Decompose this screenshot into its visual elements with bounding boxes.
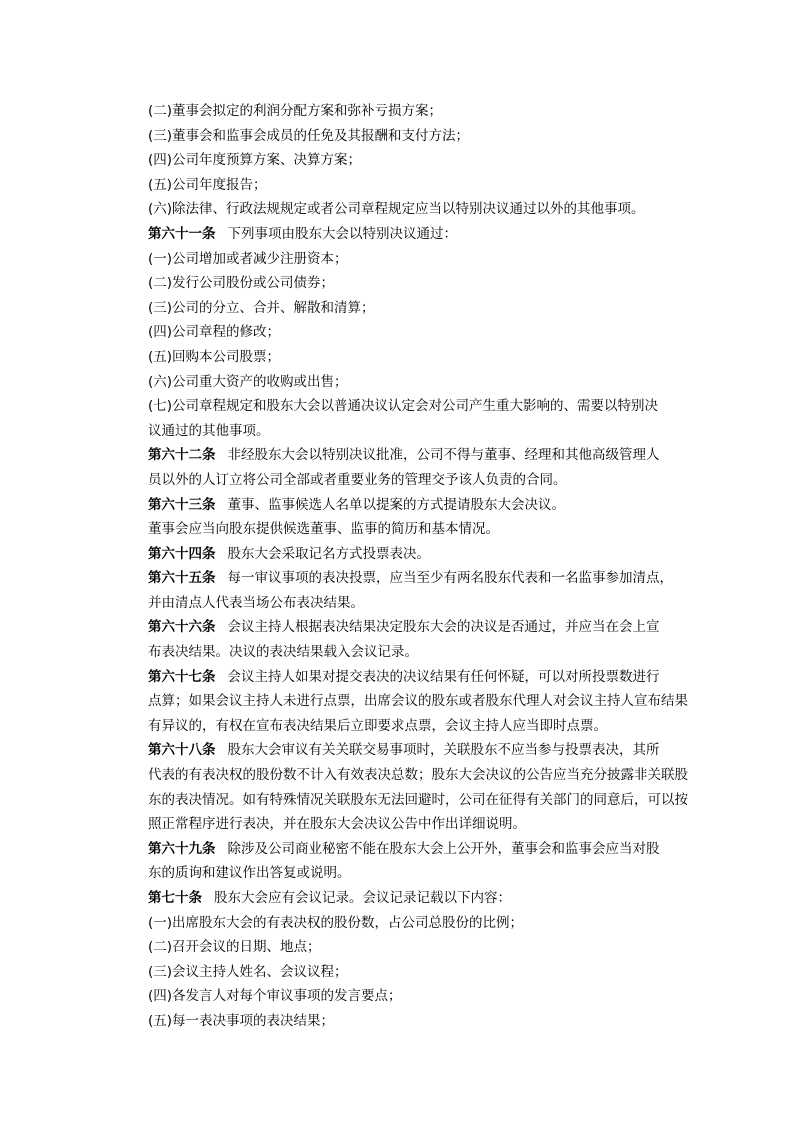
article-title: 第六十七条 <box>148 668 216 685</box>
article-title: 第六十九条 <box>148 840 216 857</box>
list-item <box>148 370 678 395</box>
article-line <box>148 542 678 567</box>
line-text: 员以外的人订立将公司全部或者重要业务的管理交予该人负责的合同。 <box>148 471 567 488</box>
line-text: (四)各发言人对每个审议事项的发言要点； <box>148 988 402 1005</box>
line-text: 点算；如果会议主持人未进行点票，出席会议的股东或者股东代理人对会议主持人宣布结果 <box>148 693 688 710</box>
line-text: (四)公司章程的修改； <box>148 324 281 341</box>
paragraph-line <box>148 689 688 714</box>
article-line <box>148 665 678 690</box>
list-item <box>148 247 678 272</box>
list-item <box>148 320 678 345</box>
paragraph-line <box>148 591 678 616</box>
line-text: (二)发行公司股份或公司债券； <box>148 275 335 292</box>
line-text: (一)出席股东大会的有表决权的股份数，占公司总股份的比例； <box>148 914 524 931</box>
list-item <box>148 960 678 985</box>
paragraph-line <box>148 812 678 837</box>
line-text: (五)每一表决事项的表决结果； <box>148 1012 335 1029</box>
line-text: 有异议的，有权在宣布表决结果后立即要求点票，会议主持人应当即时点票。 <box>148 717 607 734</box>
line-text: 会议主持人如果对提交表决的决议结果有任何怀疑，可以对所投票数进行 <box>227 668 660 685</box>
line-text: 非经股东大会以特别决议批准，公司不得与董事、经理和其他高级管理人 <box>227 447 660 464</box>
article-title: 第六十八条 <box>148 742 216 759</box>
article-line <box>148 738 678 763</box>
line-text: 东的表决情况。如有特殊情况关联股东无法回避时，公司在征得有关部门的同意后，可以按 <box>148 791 688 808</box>
article-line <box>148 222 678 247</box>
line-text: 股东大会应有会议记录。会议记录记载以下内容： <box>214 890 511 906</box>
line-text: 董事会应当向股东提供候选董事、监事的简历和基本情况。 <box>148 521 499 538</box>
list-item <box>148 124 678 149</box>
paragraph-line <box>148 861 678 886</box>
article-line <box>148 566 678 591</box>
article-title: 第六十四条 <box>148 545 216 562</box>
line-text: 股东大会审议有关关联交易事项时，关联股东不应当参与投票表决，其所 <box>227 742 660 759</box>
line-text: 股东大会采取记名方式投票表决。 <box>227 545 430 562</box>
line-text: (五)回购本公司股票； <box>148 348 281 365</box>
paragraph-line <box>148 468 678 493</box>
list-item <box>148 173 678 198</box>
line-text: 除涉及公司商业秘密不能在股东大会上公开外，董事会和监事会应当对股 <box>227 840 660 857</box>
article-line <box>148 615 678 640</box>
article-title: 第六十三条 <box>148 496 216 513</box>
line-text: 每一审议事项的表决投票，应当至少有两名股东代表和一名监事参加清点， <box>227 570 673 587</box>
list-item <box>148 394 678 419</box>
line-text: (三)会议主持人姓名、会议议程； <box>148 963 348 980</box>
list-item <box>148 935 678 960</box>
line-text: 并由清点人代表当场公布表决结果。 <box>148 594 364 611</box>
line-text: (四)公司年度预算方案、决算方案； <box>148 152 362 169</box>
line-text: (七)公司章程规定和股东大会以普通决议认定会对公司产生重大影响的、需要以特别决 <box>148 398 659 415</box>
paragraph-line <box>148 517 678 542</box>
line-text: 照正常程序进行表决，并在股东大会决议公告中作出详细说明。 <box>148 816 526 833</box>
list-item <box>148 271 678 296</box>
line-text: (六)除法律、行政法规规定或者公司章程规定应当以特别决议通过以外的其他事项。 <box>148 201 645 218</box>
paragraph-line <box>148 714 678 739</box>
list-item <box>148 911 678 936</box>
line-text: (五)公司年度报告； <box>148 176 267 193</box>
list-item <box>148 148 678 173</box>
line-text: 布表决结果。决议的表决结果载入会议记录。 <box>148 644 418 661</box>
line-text: (三)董事会和监事会成员的任免及其报酬和支付方法； <box>148 127 470 144</box>
line-text: 东的质询和建议作出答复或说明。 <box>148 865 351 882</box>
line-text: 下列事项由股东大会以特别决议通过： <box>227 225 457 242</box>
document-body <box>148 99 688 1034</box>
line-text: 代表的有表决权的股份数不计入有效表决总数；股东大会决议的公告应当充分披露非关联股 <box>148 767 688 784</box>
list-item <box>148 99 678 124</box>
article-line <box>148 886 678 911</box>
article-title: 第六十五条 <box>148 570 216 587</box>
line-text: 会议主持人根据表决结果决定股东大会的决议是否通过，并应当在会上宣 <box>227 619 660 636</box>
list-item <box>148 345 678 370</box>
line-text: 董事、监事候选人名单以提案的方式提请股东大会决议。 <box>227 496 565 513</box>
article-title: 第六十二条 <box>148 447 216 464</box>
article-title: 第七十条 <box>148 890 202 906</box>
list-item <box>148 296 678 321</box>
list-item <box>148 984 678 1009</box>
article-title: 第六十六条 <box>148 619 216 636</box>
line-text: 议通过的其他事项。 <box>148 422 270 439</box>
line-text: (二)董事会拟定的利润分配方案和弥补亏损方案； <box>148 103 443 119</box>
line-text: (一)公司增加或者减少注册资本； <box>148 250 348 267</box>
line-text: (六)公司重大资产的收购或出售； <box>148 373 348 390</box>
line-text: (二)召开会议的日期、地点； <box>148 939 321 956</box>
article-line <box>148 443 678 468</box>
article-title: 第六十一条 <box>148 225 216 242</box>
paragraph-line <box>148 640 678 665</box>
paragraph-line <box>148 763 688 788</box>
paragraph-line <box>148 788 688 813</box>
article-line <box>148 493 678 518</box>
article-line <box>148 837 678 862</box>
list-item <box>148 1009 678 1034</box>
line-text: (三)公司的分立、合并、解散和清算； <box>148 299 375 316</box>
list-item <box>148 419 678 444</box>
list-item <box>148 197 678 222</box>
